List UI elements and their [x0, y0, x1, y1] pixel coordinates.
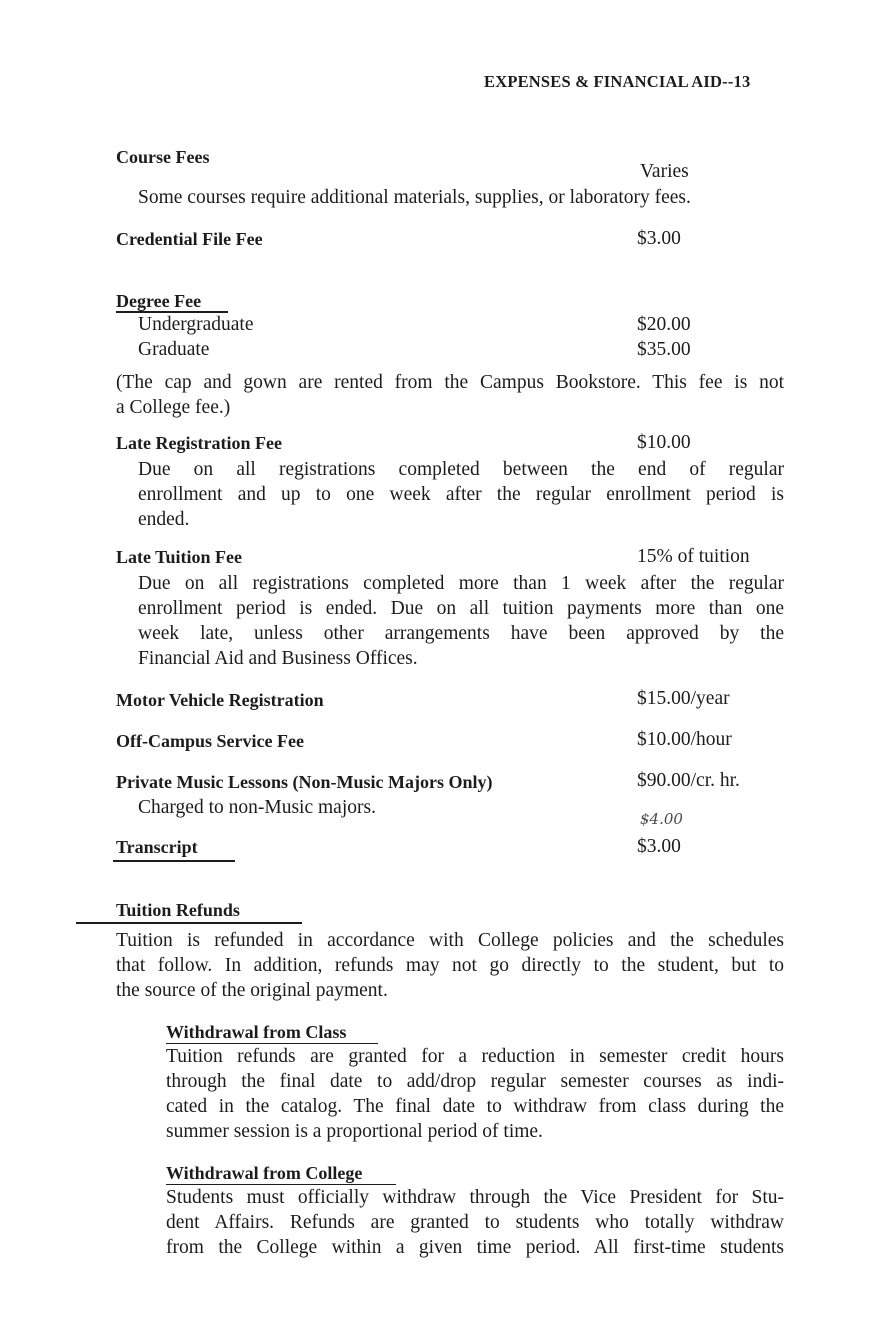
late-tuition-desc: Due on all registrations completed more than 1 week after the regular enrollment period is ended. Due on all tuition payments more than one week late, unless other arrangements have been approved by the Financial Aid and Business Offices. [138, 573, 784, 669]
transcript-title: Transcript [116, 837, 198, 857]
credential-fee-amount: $3.00 [637, 228, 681, 249]
late-tuition-amount: 15% of tuition [637, 546, 750, 567]
course-fees-desc: Some courses require additional materials, supplies, or laboratory fees. [138, 187, 691, 208]
off-campus-amount: $10.00/hour [637, 729, 732, 750]
music-lessons-desc: Charged to non-Music majors. [138, 797, 376, 818]
late-registration-amount: $10.00 [637, 432, 691, 453]
degree-undergrad-amount: $20.00 [637, 314, 691, 335]
handwritten-amount-note: $4.00 [640, 810, 683, 828]
music-lessons-amount: $90.00/cr. hr. [637, 770, 740, 791]
degree-fee-note: (The cap and gown are rented from the Campus Bookstore. This fee is not a College fee.) [116, 372, 784, 418]
off-campus-title: Off-Campus Service Fee [116, 731, 304, 751]
motor-vehicle-amount: $15.00/year [637, 688, 730, 709]
credential-fee-title: Credential File Fee [116, 229, 263, 249]
late-tuition-title: Late Tuition Fee [116, 547, 243, 567]
running-head: EXPENSES & FINANCIAL AID--13 [484, 72, 751, 91]
transcript-amount: $3.00 [637, 836, 681, 857]
music-lessons-title: Private Music Lessons (Non-Music Majors Only) [116, 772, 493, 792]
withdrawal-college-title: Withdrawal from College [166, 1163, 363, 1183]
degree-grad-label: Graduate [138, 339, 210, 360]
degree-grad-amount: $35.00 [637, 339, 691, 360]
tuition-refunds-title: Tuition Refunds [116, 900, 240, 920]
handwritten-underline [113, 860, 235, 862]
withdrawal-class-text: Tuition refunds are granted for a reduction in semester credit hours through the final date to add/drop regular semester courses as indi- cated in the catalog. The final date to withdraw from class during the summer session is a proportional period of time. [166, 1046, 784, 1142]
course-fees-amount: Varies [640, 161, 689, 182]
degree-fee-title: Degree Fee [116, 291, 202, 311]
degree-undergrad-label: Undergraduate [138, 314, 254, 335]
withdrawal-class-title: Withdrawal from Class [166, 1022, 347, 1042]
course-fees-title: Course Fees [116, 147, 210, 167]
motor-vehicle-title: Motor Vehicle Registration [116, 690, 324, 710]
late-registration-title: Late Registration Fee [116, 433, 282, 453]
tuition-refunds-intro: Tuition is refunded in accordance with College policies and the schedules that follow. In addition, refunds may not go directly to the student, but to the source of the original payment. [116, 930, 784, 1001]
withdrawal-college-text: Students must officially withdraw through the Vice President for Stu- dent Affairs. Refunds are granted to students who totally withdraw from the College within a given time period. All first-time students [166, 1187, 784, 1258]
handwritten-underline [76, 922, 302, 924]
late-registration-desc: Due on all registrations completed between the end of regular enrollment and up to one week after the regular enrollment period is ended. [138, 459, 784, 530]
